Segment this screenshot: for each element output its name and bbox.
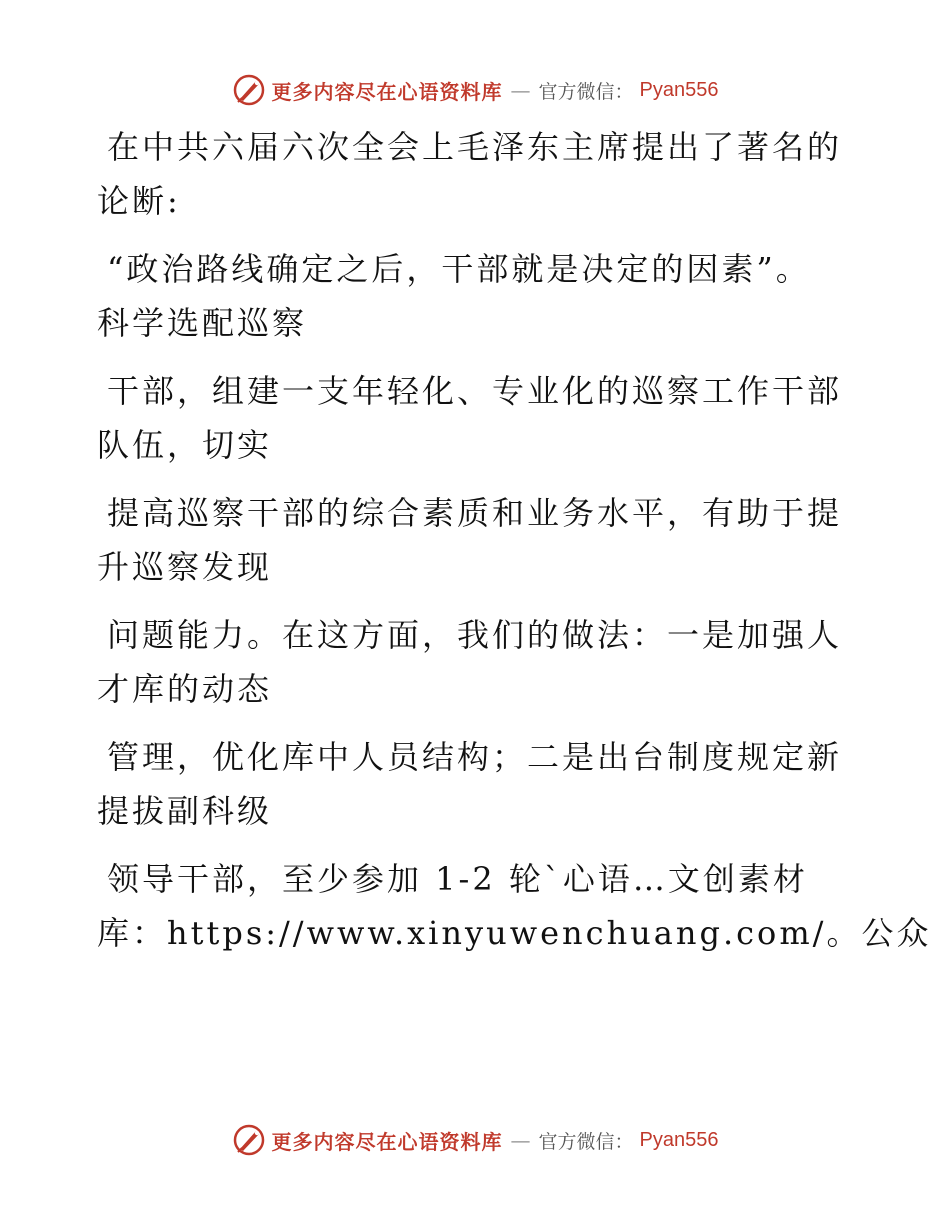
- wechat-label: 官方微信：: [538, 81, 634, 103]
- body-line: 提拔副科级: [97, 792, 273, 830]
- body-line: 管理，优化库中人员结构；二是出台制度规定新: [107, 738, 843, 776]
- body-line: 问题能力。在这方面，我们的做法：一是加强人: [107, 616, 843, 654]
- body-line: 科学选配巡察: [97, 304, 308, 342]
- body-line: 才库的动态: [97, 670, 273, 708]
- body-line: 在中共六届六次全会上毛泽东主席提出了著名的: [107, 128, 843, 166]
- quill-pen-logo-icon: [232, 1123, 266, 1157]
- document-body: [97, 120, 932, 960]
- body-line: 干部，组建一支年轻化、专业化的巡察工作干部: [107, 372, 843, 410]
- body-line: “政治路线确定之后，干部就是决定的因素”。: [107, 250, 811, 288]
- body-line: 领导干部，至少参加 1-2 轮`心语…文创素材: [107, 860, 808, 898]
- quill-pen-logo-icon: [232, 73, 266, 107]
- body-line: 提高巡察干部的综合素质和业务水平，有助于提: [107, 494, 843, 532]
- body-line: 库：https://www.xinyuwenchuang.com/。公众: [97, 914, 932, 952]
- body-line: 队伍，切实: [97, 426, 273, 464]
- wechat-id: Pyan556: [639, 1128, 719, 1151]
- banner-text: 更多内容尽在心语资料库: [271, 1131, 503, 1154]
- wechat-label: 官方微信：: [538, 1131, 634, 1153]
- body-line: 升巡察发现: [97, 548, 273, 586]
- banner-dash: —: [510, 78, 531, 102]
- footer-banner: [0, 1120, 950, 1160]
- body-line: 论断:: [97, 182, 181, 220]
- banner-dash: —: [510, 1128, 531, 1152]
- banner-text: 更多内容尽在心语资料库: [271, 81, 503, 104]
- wechat-id: Pyan556: [639, 78, 719, 101]
- header-banner: [0, 70, 950, 110]
